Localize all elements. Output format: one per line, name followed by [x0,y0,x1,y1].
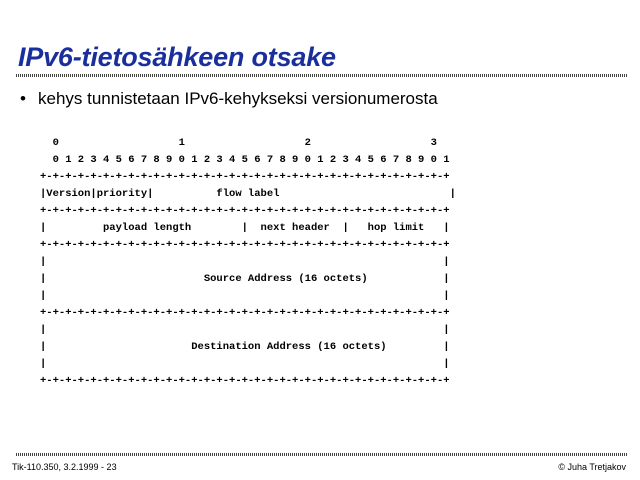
bullet-item [20,89,438,109]
diagram-line: |Version|priority| flow label | [40,188,456,200]
diagram-line: | Source Address (16 octets) | [40,273,450,285]
diagram-line: +-+-+-+-+-+-+-+-+-+-+-+-+-+-+-+-+-+-+-+-+-+-+-+-+-+-+-+-+-+-+-+-+ [40,307,450,319]
ipv6-header-diagram [40,135,456,390]
title-divider [16,74,628,77]
slide-title: IPv6-tietosähkeen otsake [18,42,336,72]
diagram-line: 0 1 2 3 [40,137,437,149]
diagram-line: | payload length | next header | hop limit | [40,222,450,234]
footer-divider [16,453,628,456]
diagram-line: | | [40,358,450,370]
diagram-line: +-+-+-+-+-+-+-+-+-+-+-+-+-+-+-+-+-+-+-+-+-+-+-+-+-+-+-+-+-+-+-+-+ [40,171,450,183]
footer-course-info: Tik-110.350, 3.2.1999 - 23 [12,462,117,472]
bullet-text: kehys tunnistetaan IPv6-kehykseksi versionumerosta [38,89,438,108]
diagram-line: +-+-+-+-+-+-+-+-+-+-+-+-+-+-+-+-+-+-+-+-+-+-+-+-+-+-+-+-+-+-+-+-+ [40,375,450,387]
bullet-icon: • [20,89,26,108]
diagram-line: +-+-+-+-+-+-+-+-+-+-+-+-+-+-+-+-+-+-+-+-+-+-+-+-+-+-+-+-+-+-+-+-+ [40,205,450,217]
diagram-line: +-+-+-+-+-+-+-+-+-+-+-+-+-+-+-+-+-+-+-+-+-+-+-+-+-+-+-+-+-+-+-+-+ [40,239,450,251]
diagram-line: 0 1 2 3 4 5 6 7 8 9 0 1 2 3 4 5 6 7 8 9 0 1 2 3 4 5 6 7 8 9 0 1 [40,154,450,166]
diagram-line: | | [40,256,450,268]
diagram-line: | | [40,290,450,302]
diagram-line: | Destination Address (16 octets) | [40,341,450,353]
footer-copyright: © Juha Tretjakov [558,462,626,472]
diagram-line: | | [40,324,450,336]
